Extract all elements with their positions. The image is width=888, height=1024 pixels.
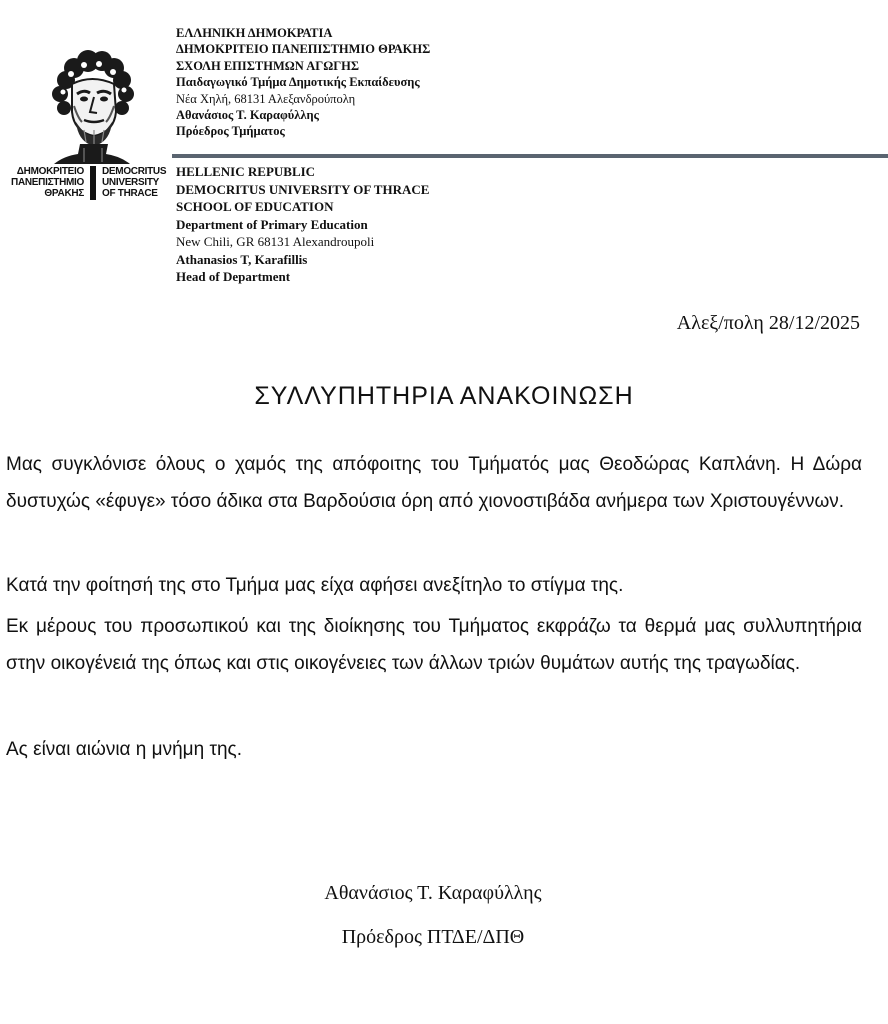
letter-title: ΣΥΛΛΥΠΗΤΗΡΙΑ ΑΝΑΚΟΙΝΩΣΗ — [254, 382, 634, 410]
logo-caption-greek-line: ΔΗΜΟΚΡΙΤΕΙΟ — [16, 166, 84, 177]
logo-caption-english-line: DEMOCRITUS — [102, 166, 167, 177]
letterhead-head-name: Αθανάσιος Τ. Καραφύλλης — [176, 108, 319, 123]
letterhead-head-role: Πρόεδρος Τμήματος — [176, 124, 285, 139]
signature-role: Πρόεδρος ΠΤΔΕ/ΔΠΘ — [341, 926, 525, 948]
letterhead-country: HELLENIC REPUBLIC — [176, 164, 316, 179]
letterhead-school: SCHOOL OF EDUCATION — [176, 199, 334, 214]
logo-caption-greek-line: ΘΡΑΚΗΣ — [44, 188, 84, 199]
signature-name: Αθανάσιος Τ. Καραφύλλης — [324, 882, 542, 904]
letter-paragraph: Εκ μέρους του προσωπικού και της διοίκησης του Τμήματος εκφράζω τα θερμά μας συλλυπητήρια στην οικογένειά της όπως και στις οικογένειες των άλλων τριών θυμάτων αυτής της τραγωδίας. — [6, 616, 862, 674]
letter-paragraph: Μας συγκλόνισε όλους ο χαμός της απόφοιτης του Τμήματός μας Θεοδώρας Καπλάνη. Η Δώρα δυστυχώς «έφυγε» τόσο άδικα στα Βαρδούσια όρη από χιονοστιβάδα ανήμερα των Χριστουγέννων. — [6, 454, 862, 512]
letterhead-university: ΔΗΜΟΚΡΙΤΕΙΟ ΠΑΝΕΠΙΣΤΗΜΙΟ ΘΡΑΚΗΣ — [176, 42, 431, 57]
letterhead-department: Department of Primary Education — [176, 216, 368, 232]
letterhead-department: Παιδαγωγικό Τμήμα Δημοτικής Εκπαίδευσης — [176, 75, 420, 90]
letterhead-address: Νέα Χηλή, 68131 Αλεξανδρούπολη — [176, 91, 356, 106]
letterhead-head-name: Athanasios T, Karafillis — [176, 251, 308, 267]
letter-paragraph: Ας είναι αιώνια η μνήμη της. — [6, 739, 242, 760]
letter-paragraph: Κατά την φοίτησή της στο Τμήμα μας είχα αφήσει ανεξίτηλο το στίγμα της. — [6, 575, 624, 596]
logo-caption-english-line: OF THRACE — [102, 188, 158, 199]
logo-caption-english — [102, 166, 178, 199]
letterhead-divider — [172, 154, 888, 158]
letterhead-country: ΕΛΛΗΝΙΚΗ ΔΗΜΟΚΡΑΤΙΑ — [176, 26, 333, 40]
letterhead-head-role: Head of Department — [176, 269, 291, 284]
letterhead-english — [176, 163, 429, 286]
logo-caption-greek-line: ΠΑΝΕΠΙΣΤΗΜΙΟ — [11, 177, 84, 188]
letterhead-address: New Chili, GR 68131 Alexandroupoli — [176, 234, 375, 249]
letterhead-greek — [176, 25, 430, 140]
logo-caption-greek — [0, 166, 84, 199]
university-logo — [44, 50, 140, 164]
letterhead-school: ΣΧΟΛΗ ΕΠΙΣΤΗΜΩΝ ΑΓΩΓΗΣ — [176, 58, 360, 73]
democritus-bust-icon — [44, 50, 140, 164]
logo-caption — [0, 166, 176, 210]
logo-caption-divider — [90, 166, 96, 200]
letter-date: Αλεξ/πολη 28/12/2025 — [676, 312, 860, 334]
letterhead-university: DEMOCRITUS UNIVERSITY OF THRACE — [176, 181, 430, 197]
logo-caption-english-line: UNIVERSITY — [102, 177, 160, 188]
